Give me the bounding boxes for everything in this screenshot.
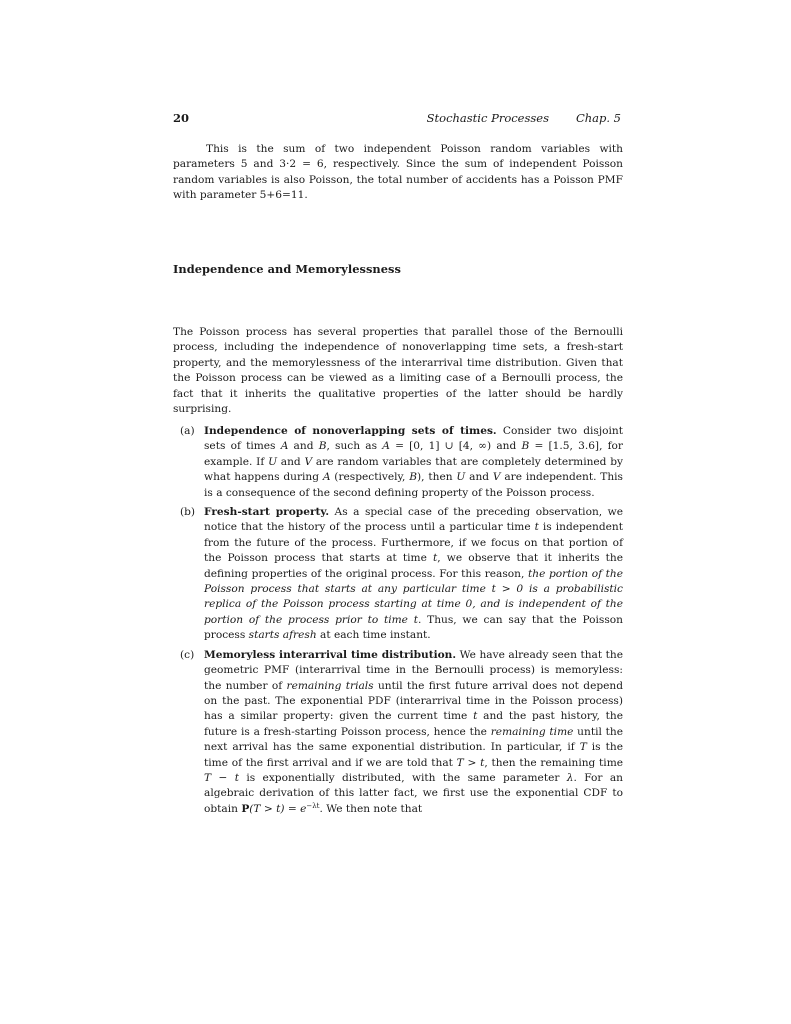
math-expr: T > t <box>456 756 485 769</box>
emphasis: the portion of the Poisson process that starts at any particular time t > 0 is a probabilistic replica of the Poisson process starting at time 0, and is independent of the portion of the process prior to time t. <box>204 567 624 626</box>
book-title: Stochastic Processes <box>426 111 549 125</box>
text-run: and the past history, the future is a fresh-starting Poisson process, hence the <box>204 710 624 738</box>
math-var: B <box>521 440 530 453</box>
math-var: t <box>534 521 539 534</box>
item-label: (c) <box>180 648 195 661</box>
math-var: B <box>318 440 327 453</box>
running-header <box>173 111 623 127</box>
emphasis: remaining trials <box>286 679 374 692</box>
math-var: V <box>304 455 313 468</box>
text-run: ), then <box>417 471 457 484</box>
emphasis: starts afresh <box>248 629 317 642</box>
text-run: Thus, we can say that the Poisson process <box>204 613 623 642</box>
section-title: Independence and Memorylessness <box>173 262 401 276</box>
text-run: , such as <box>326 440 383 453</box>
math-var: t <box>433 552 438 565</box>
math-expr: T − t <box>204 771 239 784</box>
text-run: are random variables that are completely determined by what happens during <box>204 455 623 484</box>
body-paragraph: The Poisson process has several properties that parallel those of the Bernoulli process, including the independence of nonoverlapping time sets, a fresh-start property, and the memorylessness of the interarrival time distribution. Given that the Poisson process can be viewed as a limiting case of a Bernoulli process, the fact that it inherits the qualitative properties of the latter should be hardly surprising. <box>173 326 623 416</box>
text-run: . We then note that <box>319 802 423 815</box>
item-text <box>204 424 623 501</box>
list-item-b <box>173 505 623 644</box>
intro-paragraph: This is the sum of two independent Poisson random variables with parameters 5 and 3·2 = 6, respectively. Since the sum of independent Poisson random variables is also Poisson, the total number of accidents has a Poisson PMF with parameter 5+6=11. <box>173 143 623 202</box>
text-run: = [0, 1] ∪ [4, ∞) and <box>389 440 522 453</box>
text-run: (respectively, <box>330 471 410 484</box>
math-var: A <box>322 471 331 484</box>
list-item-a <box>173 424 623 501</box>
text-run: is the time of the first arrival and if we are told that <box>204 741 623 769</box>
text-run: = [1.5, 3.6], for example. If <box>204 440 623 468</box>
text-run: We have already seen that the geometric PMF (interarrival time in the Bernoulli process) is memoryless: the number of <box>204 648 623 692</box>
math-var: U <box>268 455 277 468</box>
item-text <box>204 505 623 644</box>
text-run: and <box>277 455 305 468</box>
item-label: (b) <box>180 506 196 519</box>
text-run: is independent from the future of the process. Furthermore, if we focus on that portion of the Poisson process that starts at time <box>204 521 623 565</box>
list-item-c <box>173 648 623 817</box>
text-run: As a special case of the preceding observation, we notice that the history of the process until a particular time <box>204 506 623 534</box>
math-var: t <box>473 710 478 723</box>
text-run: until the first future arrival does not depend on the past. The exponential PDF (interarrival time in the Poisson process) has a similar property: given the current time <box>204 679 623 723</box>
text-run: until the next arrival has the same exponential distribution. In particular, if <box>204 725 624 754</box>
math-var: U <box>456 471 466 484</box>
text-run: are independent. This is a consequence of the second defining property of the Poisson process. <box>204 471 623 499</box>
text-run: at each time instant. <box>316 629 431 642</box>
math-var: B <box>409 471 418 484</box>
text-run: and <box>465 471 493 484</box>
property-list <box>173 424 623 821</box>
math-prob-operator: P <box>241 802 250 815</box>
text-run: is exponentially distributed, with the same parameter <box>238 771 567 784</box>
text-run: , then the remaining time <box>484 756 624 769</box>
math-expr: (T > t) = e <box>249 802 307 815</box>
math-exponent: −λt <box>306 801 320 810</box>
item-heading: Fresh-start property. <box>204 506 330 519</box>
math-var: A <box>280 440 289 453</box>
math-var: λ <box>566 771 574 784</box>
item-text <box>204 648 623 817</box>
chapter-label: Chap. 5 <box>575 111 621 125</box>
math-var: T <box>579 741 587 754</box>
text-run: , we observe that it inherits the defining properties of the original process. For this reason, <box>204 552 623 580</box>
item-label: (a) <box>180 425 195 437</box>
item-heading: Memoryless interarrival time distribution. <box>204 648 457 661</box>
page-number: 20 <box>173 111 190 125</box>
item-heading: Independence of nonoverlapping sets of times. <box>204 425 497 437</box>
math-var: A <box>382 440 390 453</box>
text-run: Consider two disjoint sets of times <box>204 425 623 453</box>
text-run: . For an algebraic derivation of this latter fact, we first use the exponential CDF to obtain <box>204 771 623 815</box>
text-run: and <box>288 440 319 453</box>
math-var: V <box>492 471 501 484</box>
emphasis: remaining time <box>490 725 574 738</box>
